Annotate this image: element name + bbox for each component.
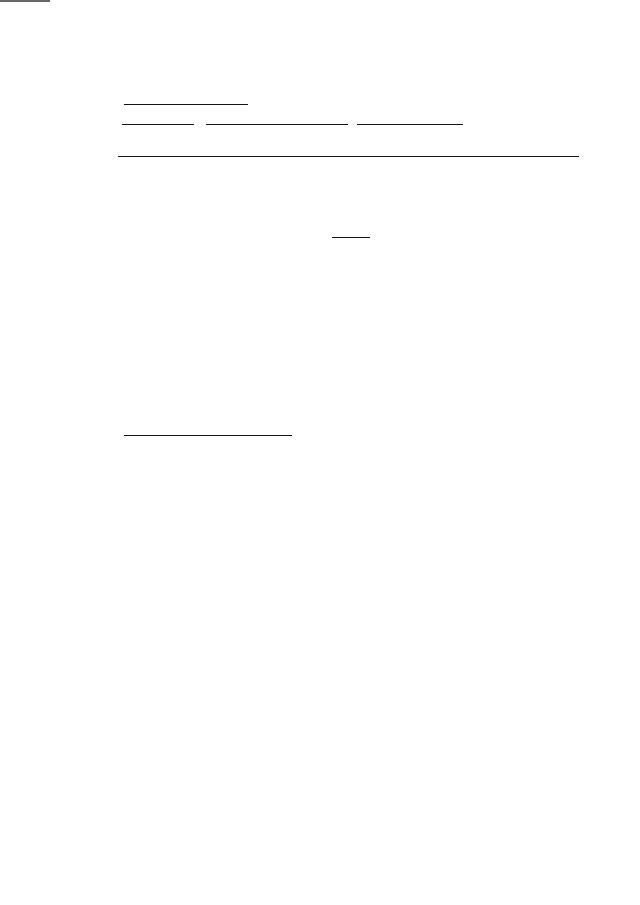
id-document-line (118, 91, 584, 111)
consent-line-with-year (118, 222, 584, 238)
number-blank[interactable] (206, 111, 348, 125)
info-blank[interactable] (124, 422, 292, 436)
series-number-line (118, 111, 584, 131)
top-edge-rule (0, 0, 50, 2)
id-document-blank[interactable] (124, 91, 248, 105)
series-blank[interactable] (122, 111, 194, 125)
consent-info-line (118, 422, 584, 442)
issued-by-continuation-blank[interactable] (118, 156, 579, 157)
year-blank[interactable] (332, 224, 370, 238)
issued-by-blank[interactable] (357, 111, 463, 125)
